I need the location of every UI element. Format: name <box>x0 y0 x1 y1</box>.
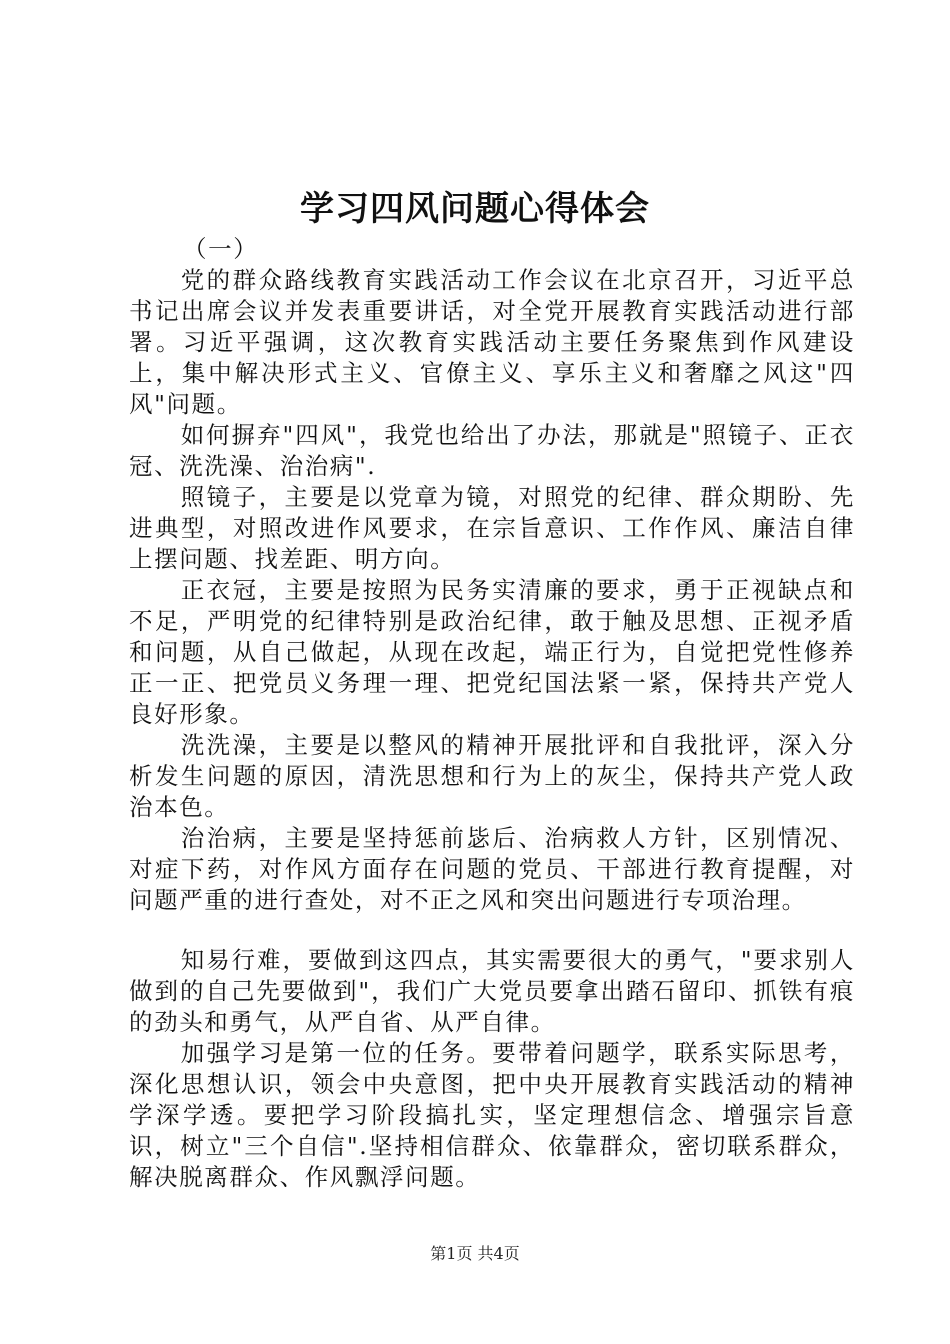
paragraph: 照镜子，主要是以党章为镜，对照党的纪律、群众期盼、先进典型，对照改进作风要求，在宗旨意识、工作作风、廉洁自律上摆问题、找差距、明方向。 <box>129 483 855 573</box>
paragraph-gap <box>129 916 855 945</box>
paragraph: 党的群众路线教育实践活动工作会议在北京召开，习近平总书记出席会议并发表重要讲话，对全党开展教育实践活动进行部署。习近平强调，这次教育实践活动主要任务聚焦到作风建设上，集中解决形式主义、官僚主义、享乐主义和奢靡之风这"四风"问题。 <box>129 266 855 418</box>
document-title: 学习四风问题心得体会 <box>300 189 650 229</box>
paragraph: 知易行难，要做到这四点，其实需要很大的勇气，"要求别人做到的自己先要做到"，我们广大党员要拿出踏石留印、抓铁有痕的劲头和勇气，从严自省、从严自律。 <box>129 946 855 1036</box>
paragraph: 治治病，主要是坚持惩前毖后、治病救人方针，区别情况、对症下药，对作风方面存在问题的党员、干部进行教育提醒，对问题严重的进行查处，对不正之风和突出问题进行专项治理。 <box>129 824 855 914</box>
paragraph: 加强学习是第一位的任务。要带着问题学，联系实际思考，深化思想认识，领会中央意图，把中央开展教育实践活动的精神学深学透。要把学习阶段搞扎实，坚定理想信念、增强宗旨意识，树立"三个自信".坚持相信群众、依靠群众，密切联系群众，解决脱离群众、作风飘浮问题。 <box>129 1039 855 1191</box>
document-body <box>129 234 855 1193</box>
page-footer: 第1页 共4页 <box>430 1244 520 1263</box>
paragraph: 洗洗澡，主要是以整风的精神开展批评和自我批评，深入分析发生问题的原因，清洗思想和行为上的灰尘，保持共产党人政治本色。 <box>129 731 855 821</box>
paragraph: 正衣冠，主要是按照为民务实清廉的要求，勇于正视缺点和不足，严明党的纪律特别是政治纪律，敢于触及思想、正视矛盾和问题，从自己做起，从现在改起，端正行为，自觉把党性修养正一正、把党员义务理一理、把党纪国法紧一紧，保持共产党人良好形象。 <box>129 576 855 728</box>
section-label: （一） <box>183 235 259 263</box>
paragraph: 如何摒弃"四风"，我党也给出了办法，那就是"照镜子、正衣冠、洗洗澡、治治病". <box>129 421 855 480</box>
